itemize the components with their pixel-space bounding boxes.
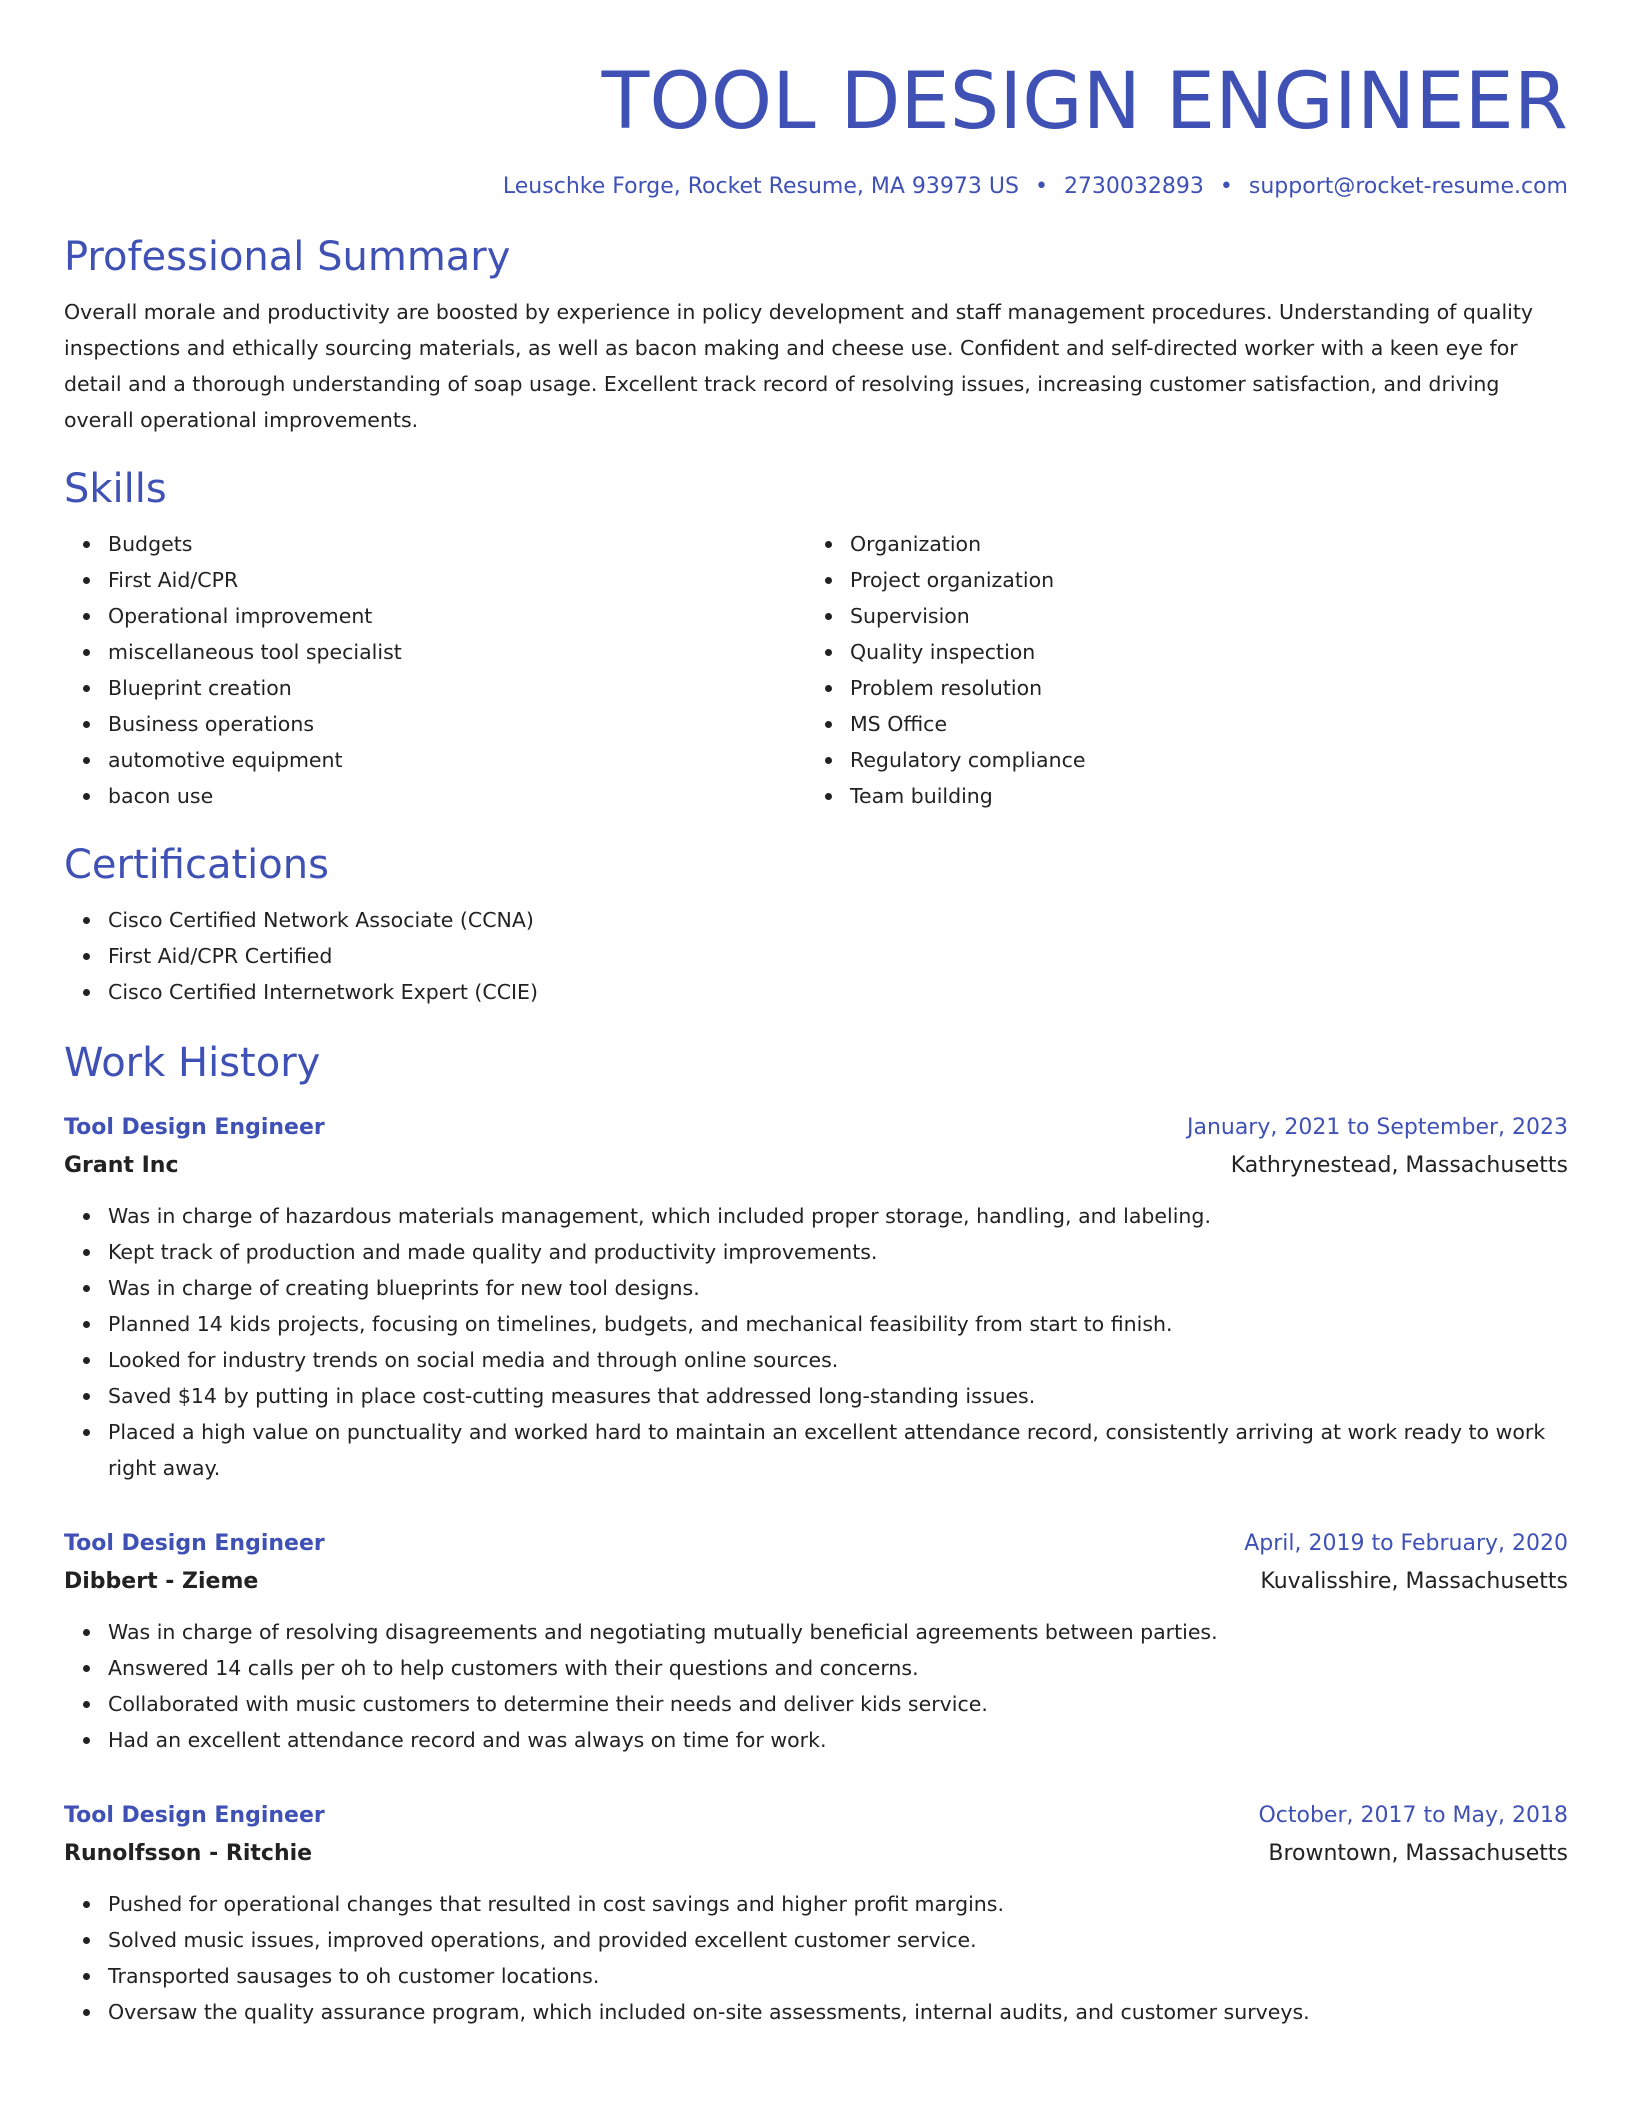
skill-item: Budgets [108, 526, 806, 562]
contact-phone: 2730032893 [1063, 174, 1204, 199]
certifications-heading: Certifications [64, 842, 329, 888]
contact-email: support@rocket-resume.com [1248, 174, 1568, 199]
certification-item: First Aid/CPR Certified [108, 938, 1568, 974]
work-history-heading: Work History [64, 1040, 321, 1086]
skill-item: Supervision [850, 598, 1548, 634]
skill-item: Blueprint creation [108, 670, 806, 706]
skill-item: Business operations [108, 706, 806, 742]
skills-list-left [64, 526, 806, 814]
skill-item: Quality inspection [850, 634, 1548, 670]
skill-item: First Aid/CPR [108, 562, 806, 598]
job-dates: April, 2019 to February, 2020 [1244, 1531, 1568, 1556]
skill-item: bacon use [108, 778, 806, 814]
job-bullets [64, 1198, 1568, 1486]
contact-line [64, 172, 1568, 202]
job-bullet: Was in charge of creating blueprints for new tool designs. [108, 1270, 1568, 1306]
certification-item: Cisco Certified Network Associate (CCNA) [108, 902, 1568, 938]
job-bullet: Kept track of production and made quality and productivity improvements. [108, 1234, 1568, 1270]
job-company-row [64, 1834, 1568, 1874]
job-bullet: Was in charge of hazardous materials management, which included proper storage, handling, and labeling. [108, 1198, 1568, 1234]
summary-text: Overall morale and productivity are boosted by experience in policy development and staff management procedures. Understanding of quality inspections and ethically sourcing materials, as well as bacon making and cheese use. Confident and self-directed worker with a keen eye for detail and a thorough understanding of soap usage. Excellent track record of resolving issues, increasing customer satisfaction, and driving overall operational improvements. [64, 300, 1534, 432]
skill-item: Regulatory compliance [850, 742, 1548, 778]
job-bullet: Saved $14 by putting in place cost-cutting measures that addressed long-standing issues. [108, 1378, 1568, 1414]
job-entry [64, 1798, 1568, 2030]
skills-column-left [64, 526, 806, 814]
job-bullet: Planned 14 kids projects, focusing on timelines, budgets, and mechanical feasibility from start to finish. [108, 1306, 1568, 1342]
job-company-row [64, 1562, 1568, 1602]
job-dates: January, 2021 to September, 2023 [1186, 1115, 1568, 1140]
job-header-row [64, 1110, 1568, 1146]
job-bullet: Was in charge of resolving disagreements and negotiating mutually beneficial agreements between parties. [108, 1614, 1568, 1650]
job-location: Browntown, Massachusetts [1268, 1841, 1568, 1866]
job-bullets [64, 1614, 1568, 1758]
job-title: Tool Design Engineer [64, 1803, 325, 1828]
job-header-row [64, 1526, 1568, 1562]
skill-item: automotive equipment [108, 742, 806, 778]
contact-separator: • [1219, 174, 1233, 199]
job-entry [64, 1526, 1568, 1758]
skill-item: miscellaneous tool specialist [108, 634, 806, 670]
skills-column-right [806, 526, 1548, 814]
job-bullet: Solved music issues, improved operations, and provided excellent customer service. [108, 1922, 1568, 1958]
summary-heading: Professional Summary [64, 234, 511, 280]
skills-heading: Skills [64, 466, 167, 512]
job-bullet: Looked for industry trends on social media and through online sources. [108, 1342, 1568, 1378]
job-bullet: Transported sausages to oh customer locations. [108, 1958, 1568, 1994]
job-title: Tool Design Engineer [64, 1531, 325, 1556]
job-bullet: Pushed for operational changes that resulted in cost savings and higher profit margins. [108, 1886, 1568, 1922]
job-location: Kathrynestead, Massachusetts [1230, 1153, 1568, 1178]
job-company: Grant Inc [64, 1153, 179, 1178]
job-bullet: Collaborated with music customers to determine their needs and deliver kids service. [108, 1686, 1568, 1722]
skill-item: Organization [850, 526, 1548, 562]
resume-name: TOOL DESIGN ENGINEER [601, 57, 1568, 147]
job-location: Kuvalisshire, Massachusetts [1260, 1569, 1568, 1594]
contact-separator: • [1034, 174, 1048, 199]
skill-item: MS Office [850, 706, 1548, 742]
job-company: Runolfsson - Ritchie [64, 1841, 313, 1866]
job-bullets [64, 1886, 1568, 2030]
skill-item: Operational improvement [108, 598, 806, 634]
job-company-row [64, 1146, 1568, 1186]
skill-item: Team building [850, 778, 1548, 814]
skills-list-right [806, 526, 1548, 814]
certifications-list [64, 902, 1568, 1010]
skill-item: Problem resolution [850, 670, 1548, 706]
skills-grid [64, 526, 1568, 814]
job-bullet: Had an excellent attendance record and was always on time for work. [108, 1722, 1568, 1758]
resume-page [64, 0, 1568, 2112]
job-company: Dibbert - Zieme [64, 1569, 259, 1594]
contact-address: Leuschke Forge, Rocket Resume, MA 93973 US [502, 174, 1019, 199]
job-bullet: Placed a high value on punctuality and worked hard to maintain an excellent attendance record, consistently arriving at work ready to work right away. [108, 1414, 1568, 1486]
job-header-row [64, 1798, 1568, 1834]
certification-item: Cisco Certified Internetwork Expert (CCIE) [108, 974, 1568, 1010]
job-title: Tool Design Engineer [64, 1115, 325, 1140]
job-bullet: Answered 14 calls per oh to help customers with their questions and concerns. [108, 1650, 1568, 1686]
job-bullet: Oversaw the quality assurance program, which included on-site assessments, internal audits, and customer surveys. [108, 1994, 1568, 2030]
job-entry [64, 1110, 1568, 1486]
job-dates: October, 2017 to May, 2018 [1258, 1803, 1568, 1828]
skill-item: Project organization [850, 562, 1548, 598]
